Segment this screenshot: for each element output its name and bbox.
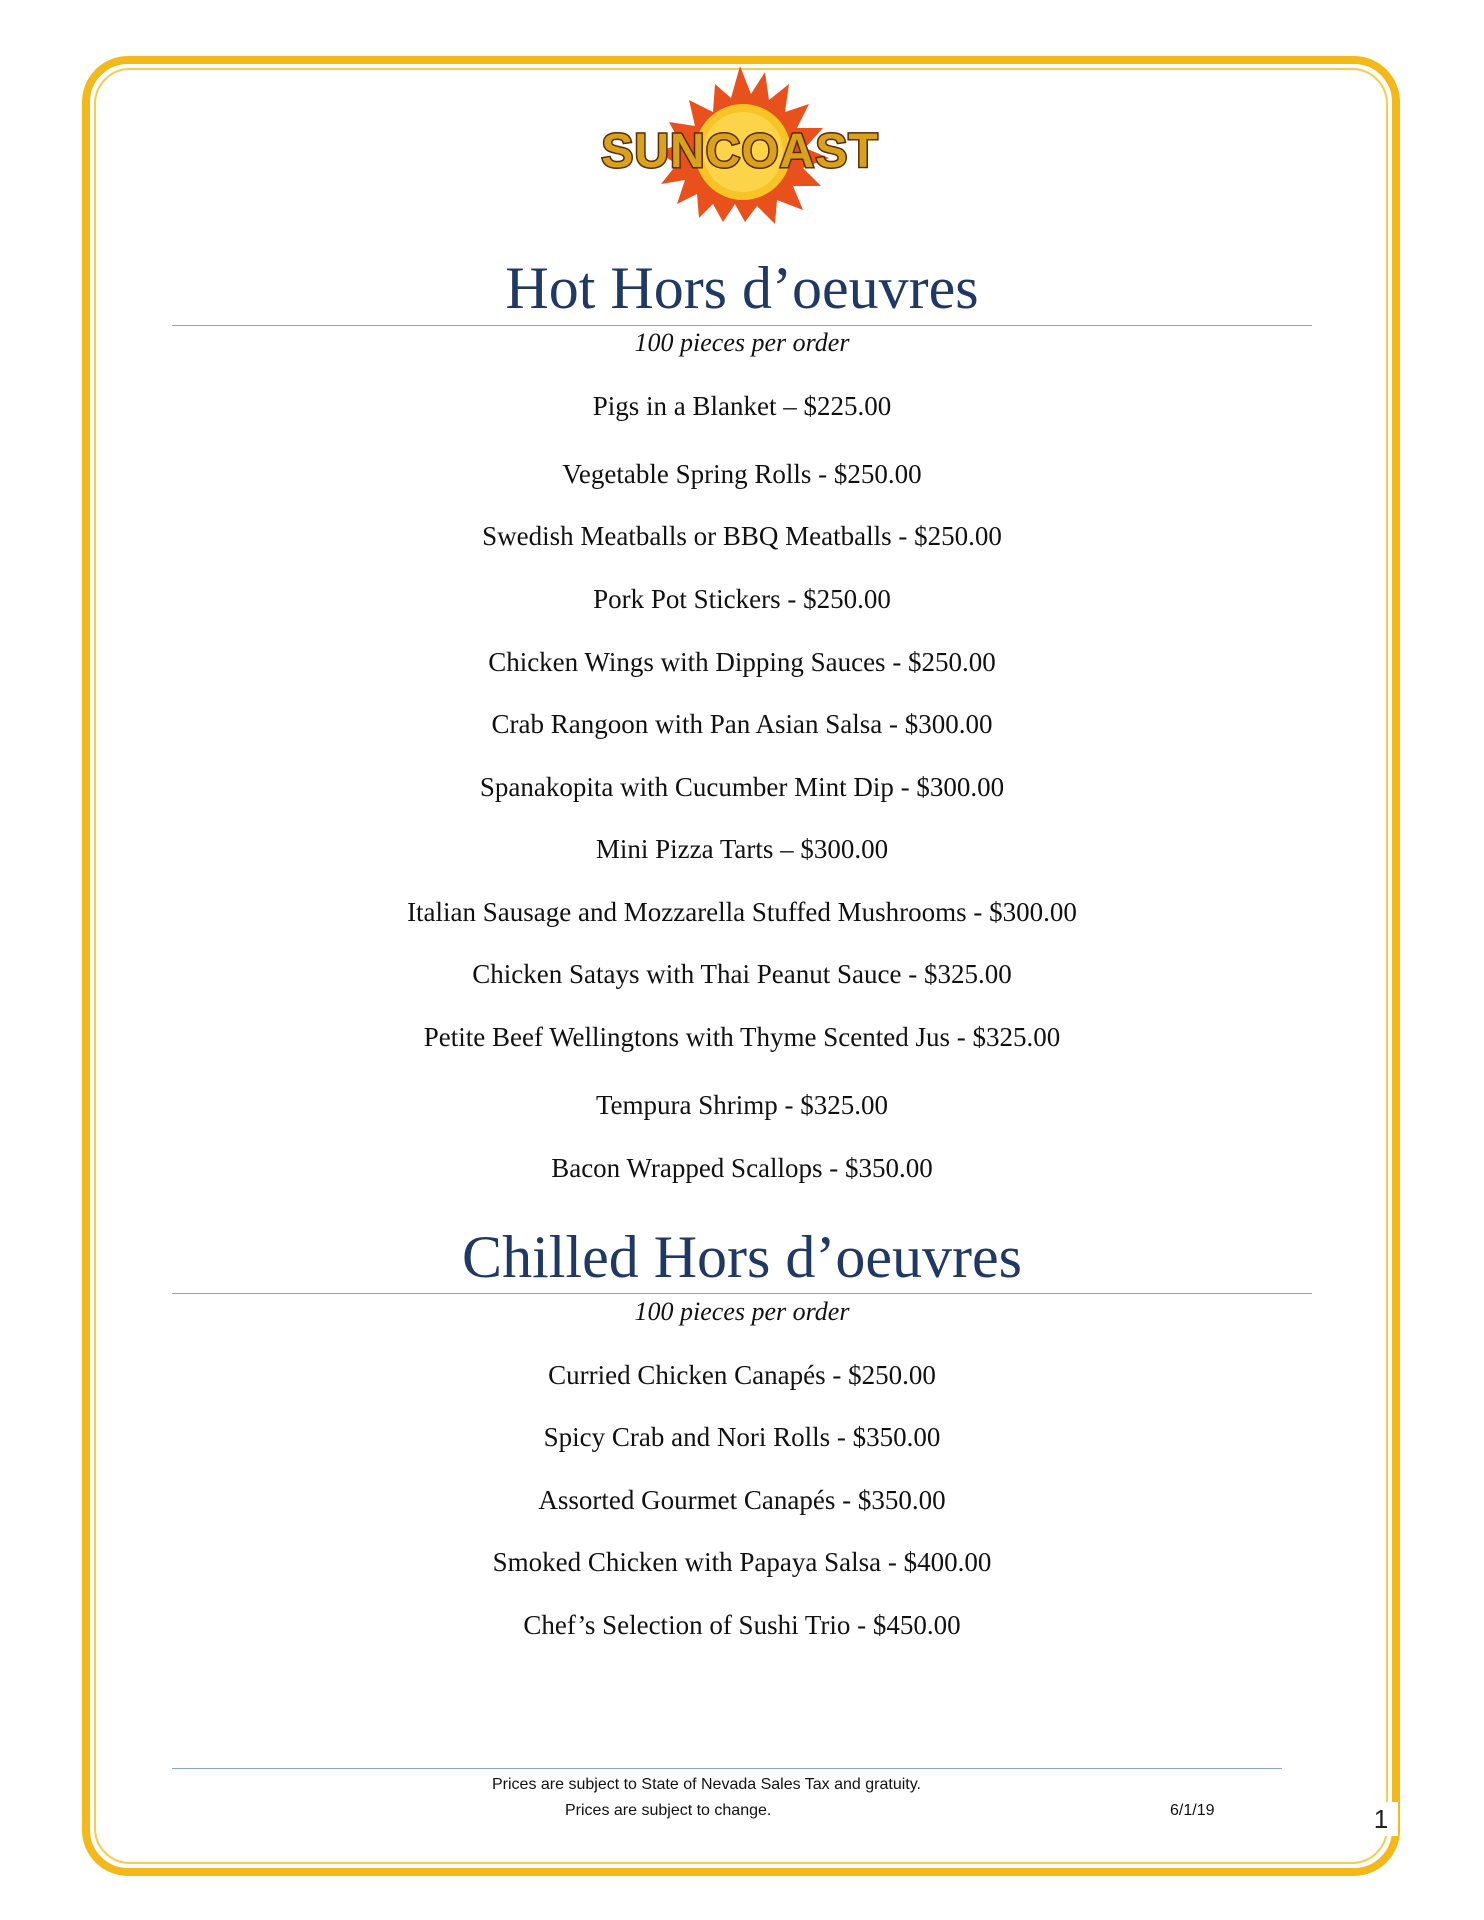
hot-menu-item: Vegetable Spring Rolls - $250.00: [562, 459, 922, 489]
hot-menu-item: Swedish Meatballs or BBQ Meatballs - $250.00: [482, 521, 1002, 551]
hot-menu-item: Petite Beef Wellingtons with Thyme Scented Jus - $325.00: [423, 1022, 1061, 1052]
footer-tax-note: Prices are subject to State of Nevada Sales Tax and gratuity.: [492, 1776, 921, 1793]
hot-menu-item: Pork Pot Stickers - $250.00: [593, 584, 891, 614]
hot-menu-item: Crab Rangoon with Pan Asian Salsa - $300.00: [491, 709, 993, 739]
page-number: 1: [1364, 1802, 1398, 1836]
chilled-menu-item: Spicy Crab and Nori Rolls - $350.00: [543, 1422, 941, 1452]
hot-menu-item: Chicken Wings with Dipping Sauces - $250.00: [488, 647, 996, 677]
chilled-section-title: Chilled Hors d’oeuvres: [462, 1224, 1022, 1290]
chilled-menu-item: Smoked Chicken with Papaya Salsa - $400.00: [492, 1547, 992, 1577]
suncoast-logo: [585, 64, 895, 224]
footer-change-note: Prices are subject to change.: [565, 1802, 772, 1819]
hot-section-subtitle: 100 pieces per order: [634, 328, 850, 357]
chilled-menu-item: Assorted Gourmet Canapés - $350.00: [538, 1485, 946, 1515]
hot-menu-item: Tempura Shrimp - $325.00: [595, 1090, 889, 1120]
footer-rule: [172, 1768, 1282, 1769]
hot-menu-item: Spanakopita with Cucumber Mint Dip - $300.00: [479, 772, 1005, 802]
logo-wordmark: SUNCOAST: [601, 125, 879, 178]
footer-date: 6/1/19: [1170, 1802, 1215, 1819]
hot-section-title: Hot Hors d’oeuvres: [505, 255, 979, 321]
hot-menu-item: Pigs in a Blanket – $225.00: [592, 391, 892, 421]
hot-title-rule: [172, 325, 1312, 326]
chilled-menu-item: Chef’s Selection of Sushi Trio - $450.00: [523, 1610, 961, 1640]
hot-menu-item: Chicken Satays with Thai Peanut Sauce - $325.00: [472, 959, 1012, 989]
hot-menu-item: Italian Sausage and Mozzarella Stuffed Mushrooms - $300.00: [407, 897, 1077, 927]
chilled-section-subtitle: 100 pieces per order: [634, 1297, 850, 1326]
chilled-title-rule: [172, 1293, 1312, 1294]
hot-menu-item: Mini Pizza Tarts – $300.00: [595, 834, 889, 864]
chilled-menu-item: Curried Chicken Canapés - $250.00: [548, 1360, 936, 1390]
hot-menu-item: Bacon Wrapped Scallops - $350.00: [551, 1153, 933, 1183]
